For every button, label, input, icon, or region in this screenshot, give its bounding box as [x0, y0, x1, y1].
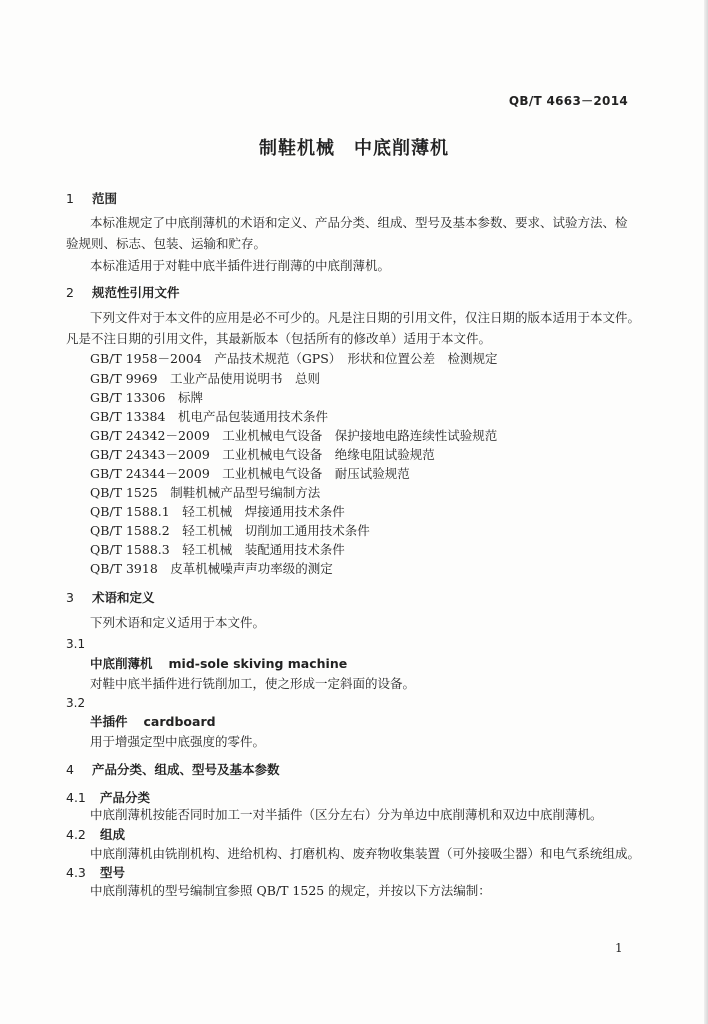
reference-item: GB/T 13306 标牌 [90, 390, 203, 405]
subsection-number: 4.1 [66, 790, 86, 805]
subsection-4-2-heading [66, 826, 125, 844]
term-en: mid-sole skiving machine [168, 656, 348, 671]
section-1-heading [66, 190, 117, 208]
reference-item: QB/T 1588.1 轻工机械 焊接通用技术条件 [90, 504, 345, 519]
reference-item: QB/T 3918 皮革机械噪声声功率级的测定 [90, 561, 333, 576]
reference-item: QB/T 1525 制鞋机械产品型号编制方法 [90, 485, 321, 500]
section-label: 术语和定义 [92, 590, 155, 605]
standard-code: QB/T 4663－2014 [508, 94, 628, 108]
paragraph-line: 验规则、标志、包装、运输和贮存。 [66, 236, 267, 251]
reference-item: GB/T 24342－2009 工业机械电气设备 保护接地电路连续性试验规范 [90, 428, 498, 443]
subsection-4-1-heading [66, 789, 150, 807]
term-entry [90, 655, 347, 673]
paragraph-line: 中底削薄机由铣削机构、进给机构、打磨机构、废弃物收集装置（可外接吸尘器）和电气系统组成。 [90, 846, 641, 861]
term-number: 3.2 [66, 696, 86, 710]
section-4-heading [66, 761, 280, 779]
reference-item: QB/T 1588.2 轻工机械 切削加工通用技术条件 [90, 523, 370, 538]
subsection-number: 4.3 [66, 865, 86, 880]
paragraph-line: 凡是不注日期的引用文件，其最新版本（包括所有的修改单）适用于本文件。 [66, 331, 492, 346]
section-number: 1 [66, 191, 74, 206]
term-number: 3.1 [66, 637, 86, 651]
section-3-heading [66, 589, 155, 607]
subsection-label: 组成 [100, 827, 126, 842]
document-title: 制鞋机械 中底削薄机 [259, 138, 449, 159]
subsection-4-3-heading [66, 864, 125, 882]
term-en: cardboard [143, 714, 216, 729]
reference-item: GB/T 24344－2009 工业机械电气设备 耐压试验规范 [90, 466, 410, 481]
paragraph-line: 本标准规定了中底削薄机的术语和定义、产品分类、组成、型号及基本参数、要求、试验方法、检 [90, 215, 628, 230]
term-definition: 对鞋中底半插件进行铣削加工，使之形成一定斜面的设备。 [90, 676, 416, 691]
subsection-label: 型号 [100, 865, 126, 880]
reference-item: GB/T 1958－2004 产品技术规范（GPS） 形状和位置公差 检测规定 [90, 351, 498, 366]
paragraph-line: 中底削薄机按能否同时加工一对半插件（区分左右）分为单边中底削薄机和双边中底削薄机。 [90, 807, 603, 822]
term-zh: 半插件 [90, 714, 128, 729]
reference-item: GB/T 24343－2009 工业机械电气设备 绝缘电阻试验规范 [90, 447, 435, 462]
section-number: 3 [66, 590, 74, 605]
section-label: 规范性引用文件 [92, 285, 180, 300]
term-definition: 用于增强定型中底强度的零件。 [90, 734, 266, 749]
page-number: 1 [615, 941, 623, 955]
paragraph-line: 下列术语和定义适用于本文件。 [90, 615, 266, 630]
section-number: 2 [66, 285, 74, 300]
paragraph-line: 下列文件对于本文件的应用是必不可少的。凡是注日期的引用文件，仅注日期的版本适用于本文件。 [90, 310, 641, 325]
paragraph-line: 中底削薄机的型号编制宜参照 QB/T 1525 的规定，并按以下方法编制： [90, 883, 491, 898]
section-2-heading [66, 284, 180, 302]
section-label: 范围 [92, 191, 118, 206]
section-number: 4 [66, 762, 74, 777]
section-label: 产品分类、组成、型号及基本参数 [92, 762, 280, 777]
reference-item: GB/T 13384 机电产品包装通用技术条件 [90, 409, 328, 424]
subsection-number: 4.2 [66, 827, 86, 842]
paragraph-line: 本标准适用于对鞋中底半插件进行削薄的中底削薄机。 [90, 258, 391, 273]
reference-item: GB/T 9969 工业产品使用说明书 总则 [90, 371, 321, 386]
term-entry [90, 713, 216, 731]
subsection-label: 产品分类 [100, 790, 151, 805]
term-zh: 中底削薄机 [90, 656, 153, 671]
reference-item: QB/T 1588.3 轻工机械 装配通用技术条件 [90, 542, 345, 557]
